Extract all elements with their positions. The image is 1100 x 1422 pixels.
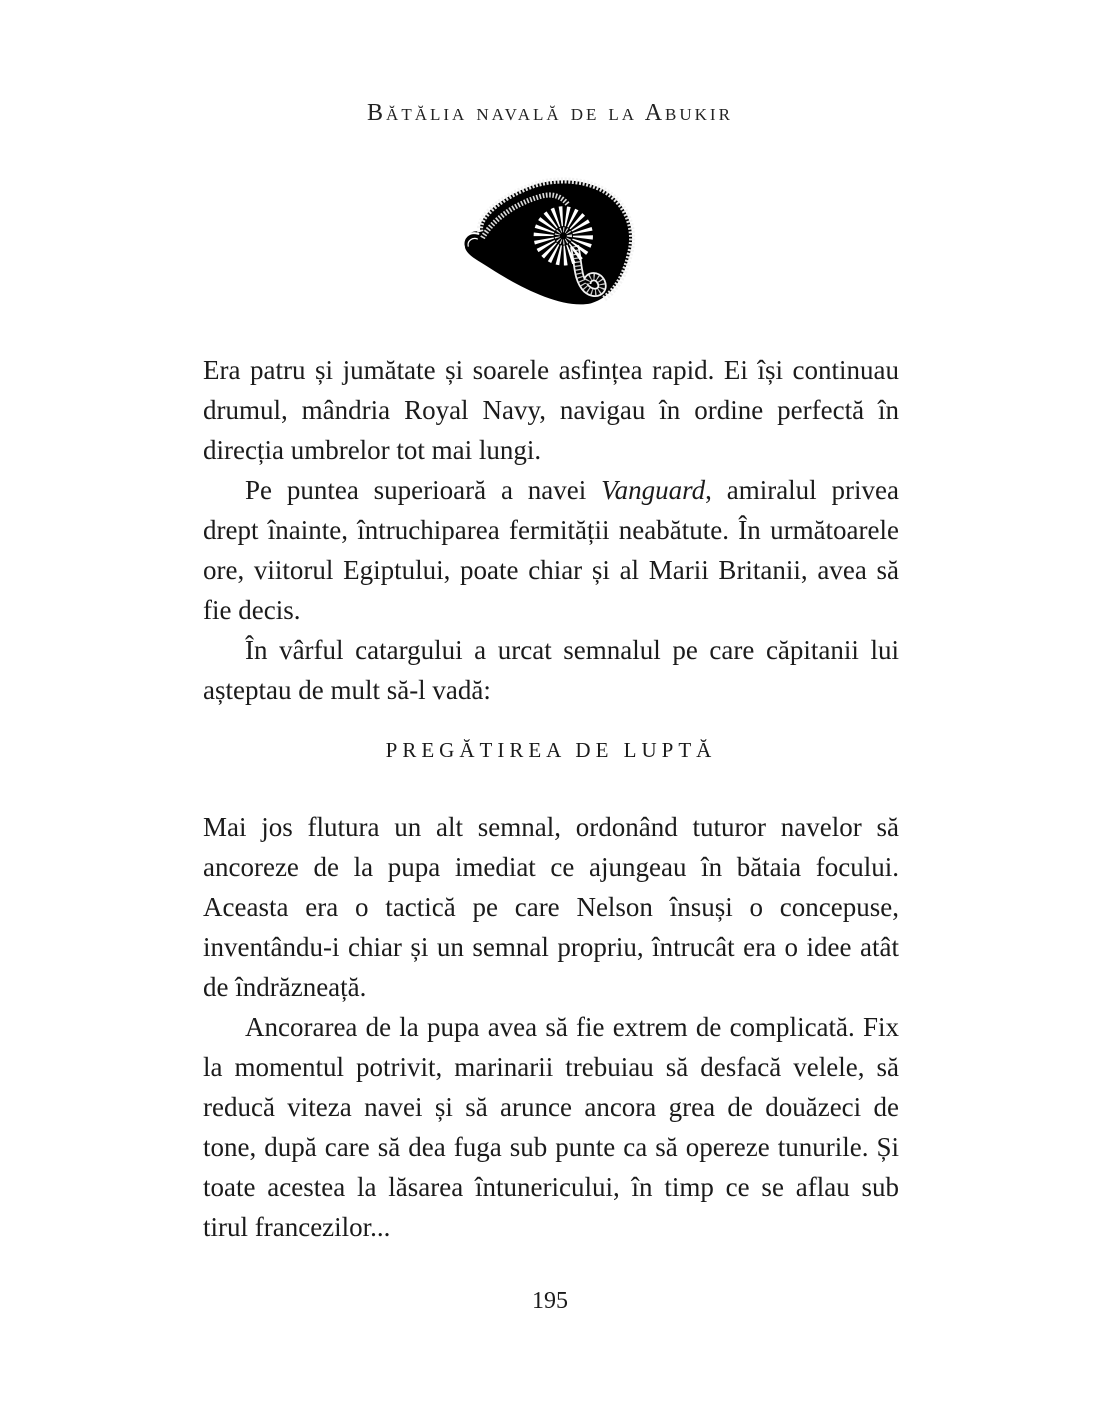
paragraph-1: Era patru și jumătate și soarele asfințea rapid. Ei își continuau drumul, mândria Royal Navy, navigau în ordine perfectă în direcția umbrelor tot mai lungi. [203,355,899,465]
paragraph-2-before: Pe puntea superioară a navei [245,475,602,505]
paragraph-2 [203,470,899,630]
running-header: Bătălia navală de la Abukir [367,100,733,126]
paragraph-4: Mai jos flutura un alt semnal, ordonând tuturor navelor să ancoreze de la pupa imediat ce ajungeau în bătaia focului. Aceasta era o tactică pe care Nelson însuși o concepuse, inventându-i chiar și un semnal propriu, întrucât era o idee atât de îndrăzneață. [203,812,899,1002]
paragraph-3: În vârful catargului a urcat semnalul pe care căpitanii lui așteptau de mult să-l vadă: [203,635,899,705]
chapter-ornament-figure [0,172,1100,310]
bicorne-hat-icon [460,172,640,310]
ship-name-vanguard: Vanguard [601,475,706,505]
section-heading: PREGĂTIREA DE LUPTĂ [385,738,717,762]
paragraph-2-after: , amiralul privea drept înainte, întruchiparea fermității neabătute. În următoarele ore, viitorul Egiptului, poate chiar și al Marii Britanii, avea să fie decis. [203,475,899,625]
page-number: 195 [532,1288,568,1314]
body-text [203,350,899,1247]
paragraph-5: Ancorarea de la pupa avea să fie extrem de complicată. Fix la momentul potrivit, marinarii trebuiau să desfacă velele, să reducă viteza navei și să arunce ancora grea de douăzeci de tone, după care să dea fuga sub punte ca să opereze tunurile. Și toate acestea la lăsarea întunericului, în timp ce se aflau sub tirul francezilor... [203,1012,899,1242]
